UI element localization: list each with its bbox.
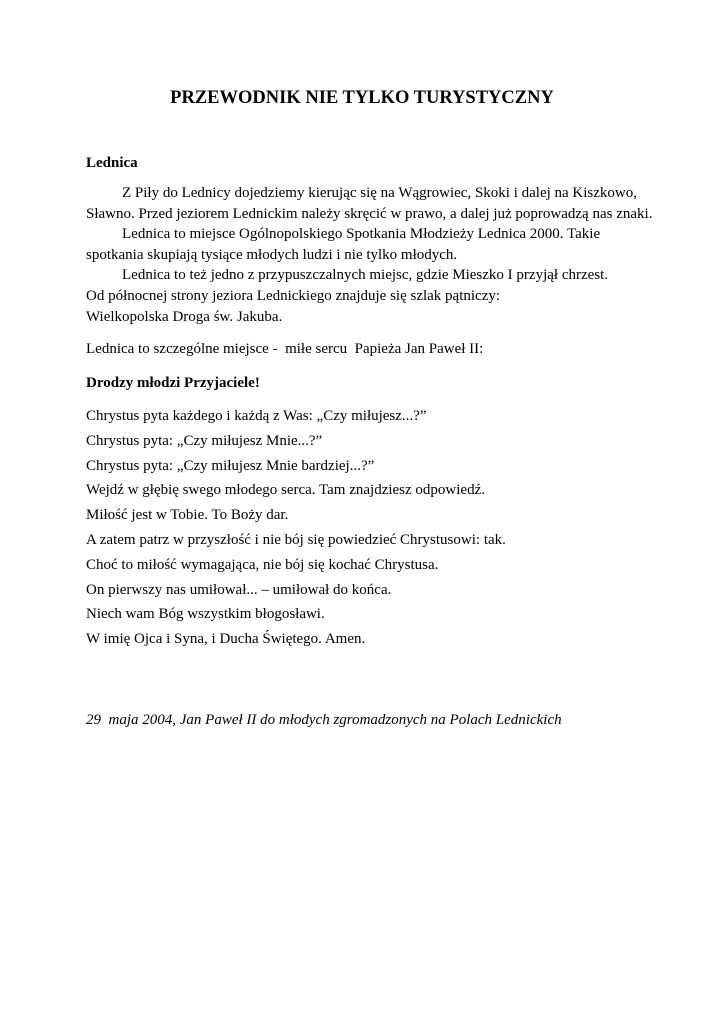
greeting-heading: Drodzy młodzi Przyjaciele!: [86, 375, 260, 391]
speech-list: [86, 406, 506, 654]
paragraph-line: Wielkopolska Droga św. Jakuba.: [86, 308, 283, 325]
page-title: PRZEWODNIK NIE TYLKO TURYSTYCZNY: [170, 88, 554, 108]
speech-line: Miłość jest w Tobie. To Boży dar.: [86, 507, 289, 524]
speech-line: Choć to miłość wymagająca, nie bój się kochać Chrystusa.: [86, 556, 439, 573]
paragraph-line: spotkania skupiają tysiące młodych ludzi i nie tylko młodych.: [86, 246, 458, 263]
speech-line: Chrystus pyta każdego i każdą z Was: „Czy miłujesz...?”: [86, 408, 427, 424]
quote-intro: Lednica to szczególne miejsce - miłe sercu Papieża Jan Paweł II:: [86, 341, 484, 357]
paragraph-line: Lednica to też jedno z przypuszczalnych miejsc, gdzie Mieszko I przyjął chrzest.: [122, 267, 609, 284]
speech-line: Chrystus pyta: „Czy miłujesz Mnie bardziej...?”: [86, 457, 375, 474]
speech-line: A zatem patrz w przyszłość i nie bój się powiedzieć Chrystusowi: tak.: [86, 531, 506, 548]
intro-paragraph: [86, 183, 653, 327]
speech-line: W imię Ojca i Syna, i Ducha Świętego. Amen.: [86, 631, 366, 648]
paragraph-line: Sławno. Przed jeziorem Lednickim należy skręcić w prawo, a dalej już poprowadzą nas znaki.: [86, 205, 653, 222]
speech-line: On pierwszy nas umiłował... – umiłował do końca.: [86, 581, 392, 598]
section-heading: Lednica: [86, 155, 138, 171]
paragraph-line: Z Piły do Lednicy dojedziemy kierując się na Wągrowiec, Skoki i dalej na Kiszkowo,: [122, 185, 638, 201]
speech-line: Chrystus pyta: „Czy miłujesz Mnie...?”: [86, 432, 323, 449]
paragraph-line: Lednica to miejsce Ogólnopolskiego Spotkania Młodzieży Lednica 2000. Takie: [122, 226, 601, 243]
paragraph-line: Od północnej strony jeziora Lednickiego znajduje się szlak pątniczy:: [86, 287, 501, 304]
citation: 29 maja 2004, Jan Paweł II do młodych zgromadzonych na Polach Lednickich: [86, 712, 562, 728]
speech-line: Niech wam Bóg wszystkim błogosławi.: [86, 606, 325, 623]
speech-line: Wejdź w głębię swego młodego serca. Tam znajdziesz odpowiedź.: [86, 482, 485, 499]
